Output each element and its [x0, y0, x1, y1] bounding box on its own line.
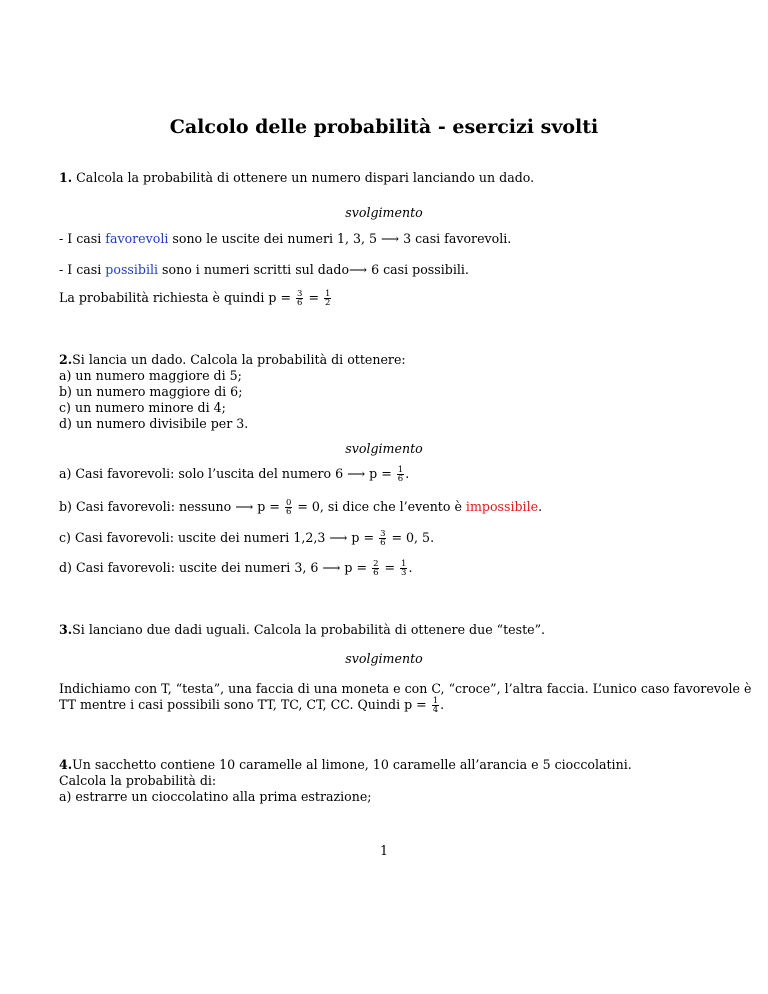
fraction: $\frac{3}{6}$ — [380, 529, 386, 548]
exercise-4-number: 4. — [59, 757, 73, 772]
exercise-3-number: 3. — [59, 622, 73, 637]
possibili-keyword: possibili — [105, 262, 159, 277]
fraction: $\frac{1}{3}$ — [401, 559, 407, 578]
exercise-2-item-a: a) un numero maggiore di 5; — [59, 368, 242, 383]
exercise-2-answer-c: c) Casi favorevoli: uscite dei numeri 1,2,3 ⟶ p = $\frac{3}{6}$ = 0, 5. — [59, 529, 435, 548]
fraction: $\frac{1}{2}$ — [325, 289, 331, 308]
exercise-2-item-c: c) un numero minore di 4; — [59, 400, 226, 415]
document-title: Calcolo delle probabilità - esercizi svolti — [169, 116, 599, 138]
fraction: $\frac{3}{6}$ — [297, 289, 303, 308]
exercise-1-svolgimento: svolgimento — [345, 205, 423, 220]
exercise-3-solution-line-2: TT mentre i casi possibili sono TT, TC, CT, CC. Quindi p = $\frac{1}{4}$ . — [59, 696, 445, 715]
favorevoli-keyword: favorevoli — [105, 231, 169, 246]
exercise-1-favorevoli-line: - I casi favorevoli sono le uscite dei numeri 1, 3, 5 ⟶ 3 casi favorevoli. — [59, 231, 512, 246]
exercise-4-text: Un sacchetto contiene 10 caramelle al limone, 10 caramelle all’arancia e 5 cioccolatini. — [72, 757, 632, 772]
impossibile-keyword: impossibile — [465, 499, 539, 514]
exercise-2-item-b: b) un numero maggiore di 6; — [59, 384, 243, 399]
page-number: 1 — [379, 843, 388, 858]
exercise-2-answer-a: a) Casi favorevoli: solo l’uscita del numero 6 ⟶ p = $\frac{1}{6}$ . — [59, 465, 410, 484]
exercise-2-answer-b: b) Casi favorevoli: nessuno ⟶ p = $\frac{0}{6}$ = 0, si dice che l’evento è impossibile. — [59, 498, 543, 517]
exercise-1-number: 1. — [59, 170, 73, 185]
exercise-3-solution-line-1: Indichiamo con T, “testa”, una faccia di una moneta e con C, “croce”, l’altra faccia. L’unico caso favorevole è — [59, 681, 752, 696]
fraction: $\frac{1}{6}$ — [397, 465, 404, 484]
exercise-4-statement — [59, 757, 632, 773]
exercise-2-answer-d: d) Casi favorevoli: uscite dei numeri 3, 6 ⟶ p = $\frac{2}{6}$ = $\frac{1}{3}$ . — [59, 559, 413, 578]
exercise-2-number: 2. — [59, 352, 73, 367]
exercise-2-item-d: d) un numero divisibile per 3. — [59, 416, 249, 431]
exercise-3-text: Si lanciano due dadi uguali. Calcola la probabilità di ottenere due “teste”. — [72, 622, 546, 637]
exercise-2-svolgimento: svolgimento — [345, 441, 423, 456]
fraction: $\frac{1}{4}$ — [432, 696, 439, 715]
exercise-3-svolgimento: svolgimento — [345, 651, 423, 666]
exercise-4-line-3: a) estrarre un cioccolatino alla prima estrazione; — [59, 789, 372, 804]
exercise-1-statement — [59, 170, 534, 186]
exercise-1-text: Calcola la probabilità di ottenere un numero dispari lanciando un dado. — [76, 170, 535, 185]
exercise-2-statement — [59, 352, 406, 368]
exercise-1-possibili-line: - I casi possibili sono i numeri scritti sul dado⟶ 6 casi possibili. — [59, 262, 469, 277]
exercise-3-statement — [59, 622, 545, 638]
fraction: $\frac{2}{6}$ — [373, 559, 379, 578]
exercise-1-result: La probabilità richiesta è quindi p = $\frac{3}{6}$ = $\frac{1}{2}$ — [59, 289, 331, 308]
exercise-2-text: Si lancia un dado. Calcola la probabilità di ottenere: — [72, 352, 406, 367]
exercise-4-line-2: Calcola la probabilità di: — [59, 773, 217, 788]
fraction: $\frac{0}{6}$ — [285, 498, 292, 517]
